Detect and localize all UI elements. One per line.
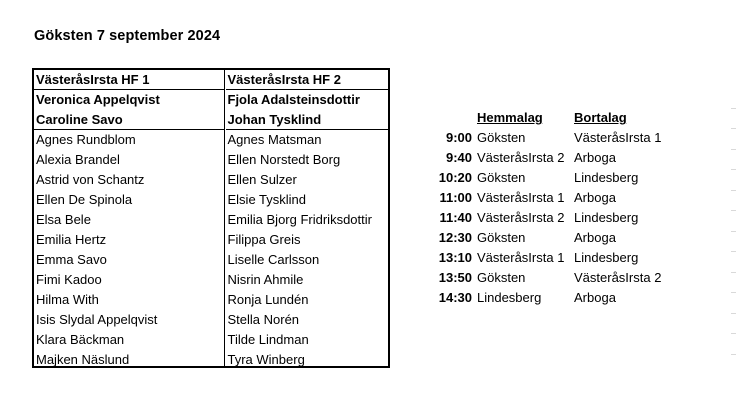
player-name: Isis Slydal Appelqvist <box>36 311 158 327</box>
player-name: Liselle Carlsson <box>227 251 320 267</box>
player-name: Agnes Rundblom <box>36 131 136 147</box>
away-team-header: Bortalag <box>574 110 627 125</box>
home-team: VästeråsIrsta 2 <box>477 150 565 165</box>
home-team: Göksten <box>477 170 526 185</box>
home-team: Göksten <box>477 130 526 145</box>
player-name: Ellen Norstedt Borg <box>227 151 341 167</box>
player-name: Alexia Brandel <box>36 151 120 167</box>
player-name: Fimi Kadoo <box>36 271 102 287</box>
player-name: Stella Norén <box>227 311 300 327</box>
player-name: Hilma With <box>36 291 99 307</box>
away-team: Lindesberg <box>574 210 639 225</box>
player-name: Ronja Lundén <box>227 291 309 307</box>
away-team: Lindesberg <box>574 250 639 265</box>
away-team: Lindesberg <box>574 170 639 185</box>
game-time: 11:00 <box>439 190 472 205</box>
player-name: Emilia Hertz <box>36 231 107 247</box>
team-1-column <box>34 70 225 366</box>
player-name: Tilde Lindman <box>227 331 309 347</box>
player-name: Ellen Sulzer <box>227 171 297 187</box>
away-team: VästeråsIrsta 1 <box>574 130 662 145</box>
game-time: 11:40 <box>439 210 472 225</box>
player-name: Ellen De Spinola <box>36 191 133 207</box>
player-name: Elsie Tysklind <box>227 191 307 207</box>
cell-gridline-edge <box>731 88 736 358</box>
coach-name: Johan Tysklind <box>226 110 389 130</box>
game-time: 13:50 <box>438 270 472 285</box>
away-team: Arboga <box>574 290 616 305</box>
home-team: Göksten <box>477 270 526 285</box>
game-time: 9:00 <box>445 130 472 145</box>
team-name: VästeråsIrsta HF 1 <box>34 70 224 90</box>
player-name: Majken Näslund <box>36 351 130 367</box>
away-team: VästeråsIrsta 2 <box>574 270 662 285</box>
home-team: Göksten <box>477 230 526 245</box>
player-name: Emilia Bjorg Fridriksdottir <box>227 211 372 227</box>
player-name: Agnes Matsman <box>227 131 322 147</box>
game-time: 9:40 <box>445 150 472 165</box>
home-team: VästeråsIrsta 2 <box>477 210 565 225</box>
away-team: Arboga <box>574 190 616 205</box>
home-team-header: Hemmalag <box>477 110 543 125</box>
coach-name: Caroline Savo <box>34 110 224 130</box>
player-name: Klara Bäckman <box>36 331 125 347</box>
player-name: Filippa Greis <box>227 231 301 247</box>
team-2-column <box>226 70 389 366</box>
game-time: 13:10 <box>438 250 472 265</box>
game-time: 12:30 <box>438 230 472 245</box>
home-team: Lindesberg <box>477 290 542 305</box>
roster-table <box>32 68 390 368</box>
player-name: Tyra Winberg <box>227 351 305 367</box>
away-team: Arboga <box>574 230 616 245</box>
home-team: VästeråsIrsta 1 <box>477 190 565 205</box>
away-team: Arboga <box>574 150 616 165</box>
player-name: Astrid von Schantz <box>36 171 145 187</box>
team-name: VästeråsIrsta HF 2 <box>226 70 389 90</box>
coach-name: Fjola Adalsteinsdottir <box>227 91 360 107</box>
player-name: Emma Savo <box>36 251 107 267</box>
home-team: VästeråsIrsta 1 <box>477 250 565 265</box>
game-time: 14:30 <box>438 290 472 305</box>
page-title: Göksten 7 september 2024 <box>34 28 221 44</box>
player-name: Nisrin Ahmile <box>227 271 304 287</box>
game-time: 10:20 <box>438 170 472 185</box>
coach-name: Veronica Appelqvist <box>36 91 160 107</box>
player-name: Elsa Bele <box>36 211 91 227</box>
